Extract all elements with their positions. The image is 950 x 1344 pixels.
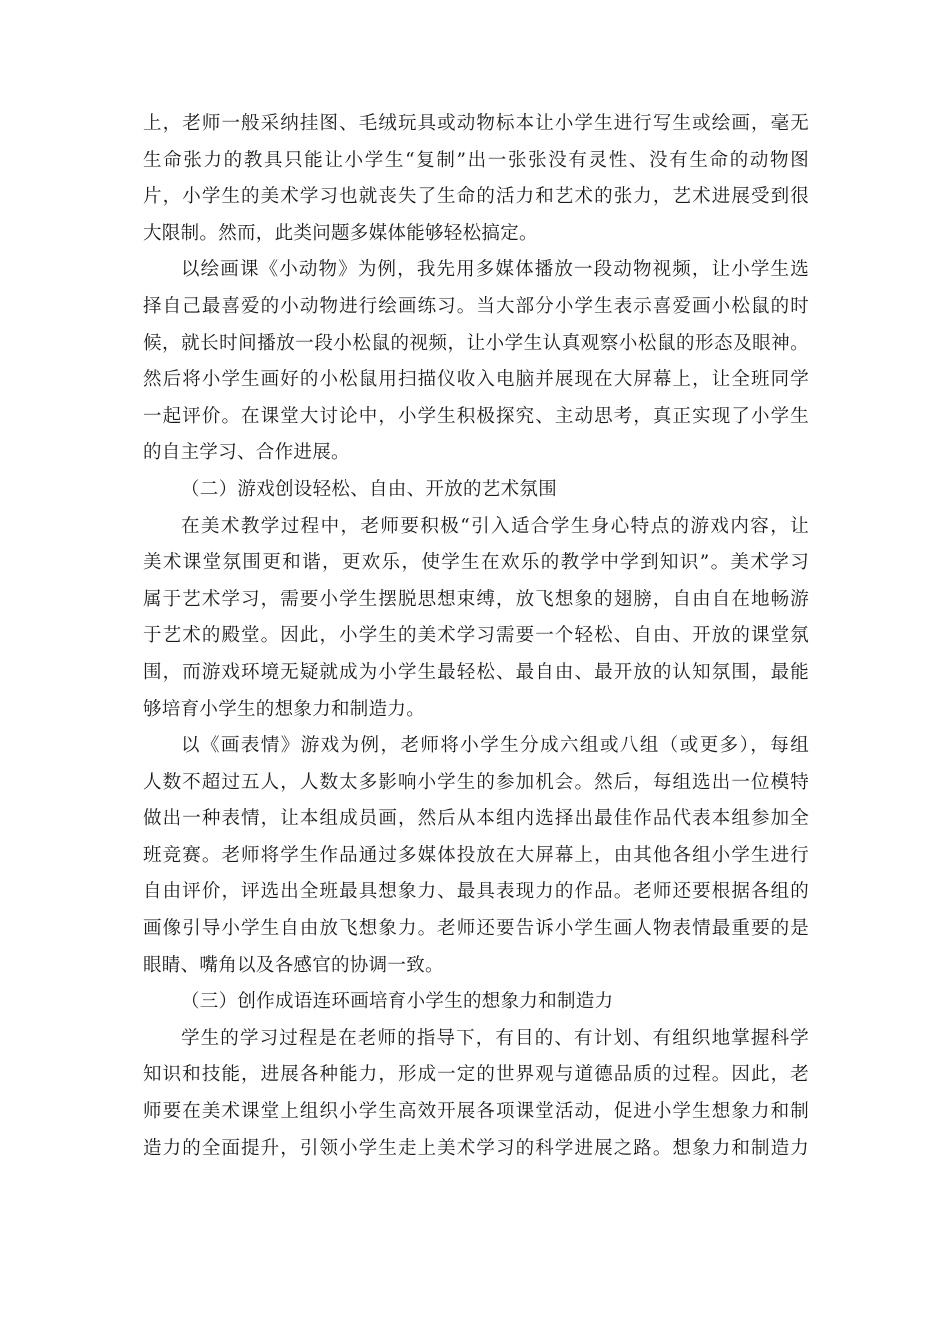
text-line: 的自主学习、合作进展。 <box>143 442 350 464</box>
text-line: 够培育小学生的想象力和制造力。 <box>143 698 426 720</box>
section-heading: （二）游戏创设轻松、自由、开放的艺术氛围 <box>181 478 558 500</box>
text-line: 然后将小学生画好的小松鼠用扫描仪收入电脑并展现在大屏幕上，让全班同学 <box>143 369 809 391</box>
paragraph-first-line: 学生的学习过程是在老师的指导下，有目的、有计划、有组织地掌握科学 <box>181 1027 809 1049</box>
text-line: 美术课堂氛围更和谐，更欢乐，使学生在欢乐的教学中学到知识”。美术学习 <box>143 552 809 574</box>
text-line: 上，老师一般采纳挂图、毛绒玩具或动物标本让小学生进行写生或绘画，毫无 <box>143 113 809 134</box>
paragraph-first-line: 以绘画课《小动物》为例，我先用多媒体播放一段动物视频，让小学生选 <box>181 259 809 281</box>
text-line: 片，小学生的美术学习也就丧失了生命的活力和艺术的张力，艺术进展受到很 <box>143 186 809 208</box>
text-line: 择自己最喜爱的小动物进行绘画练习。当大部分小学生表示喜爱画小松鼠的时 <box>143 295 809 317</box>
text-line: 生命张力的教具只能让小学生“复制”出一张张没有灵性、没有生命的动物图 <box>143 149 809 171</box>
text-line: 属于艺术学习，需要小学生摆脱思想束缚，放飞想象的翅膀，自由自在地畅游 <box>143 588 809 610</box>
text-line: 造力的全面提升，引领小学生走上美术学习的科学进展之路。想象力和制造力 <box>143 1137 809 1159</box>
text-line: 自由评价，评选出全班最具想象力、最具表现力的作品。老师还要根据各组的 <box>143 881 809 903</box>
document-body <box>143 106 809 1167</box>
text-line: 班竞赛。老师将学生作品通过多媒体投放在大屏幕上，由其他各组小学生进行 <box>143 844 809 866</box>
paragraph-first-line: 在美术教学过程中，老师要积极“引入适合学生身心特点的游戏内容，让 <box>181 515 809 537</box>
text-line: 大限制。然而，此类问题多媒体能够轻松搞定。 <box>143 222 538 244</box>
text-line: 人数不超过五人，人数太多影响小学生的参加机会。然后，每组选出一位模特 <box>143 771 809 793</box>
text-line: 眼睛、嘴角以及各感官的协调一致。 <box>143 954 444 976</box>
section-heading: （三）创作成语连环画培育小学生的想象力和制造力 <box>181 991 614 1013</box>
text-line: 候，就长时间播放一段小松鼠的视频，让小学生认真观察小松鼠的形态及眼神。 <box>143 332 809 354</box>
text-line: 师要在美术课堂上组织小学生高效开展各项课堂活动，促进小学生想象力和制 <box>143 1101 809 1123</box>
text-line: 围，而游戏环境无疑就成为小学生最轻松、最自由、最开放的认知氛围，最能 <box>143 661 809 683</box>
text-line: 知识和技能，进展各种能力，形成一定的世界观与道德品质的过程。因此，老 <box>143 1064 809 1086</box>
text-line: 一起评价。在课堂大讨论中，小学生积极探究、主动思考，真正实现了小学生 <box>143 405 809 427</box>
text-line: 画像引导小学生自由放飞想象力。老师还要告诉小学生画人物表情最重要的是 <box>143 918 809 940</box>
paragraph-first-line: 以《画表情》游戏为例，老师将小学生分成六组或八组（或更多），每组 <box>181 735 809 757</box>
text-line: 于艺术的殿堂。因此，小学生的美术学习需要一个轻松、自由、开放的课堂氛 <box>143 625 809 647</box>
text-line: 做出一种表情，让本组成员画，然后从本组内选择出最佳作品代表本组参加全 <box>143 808 809 830</box>
